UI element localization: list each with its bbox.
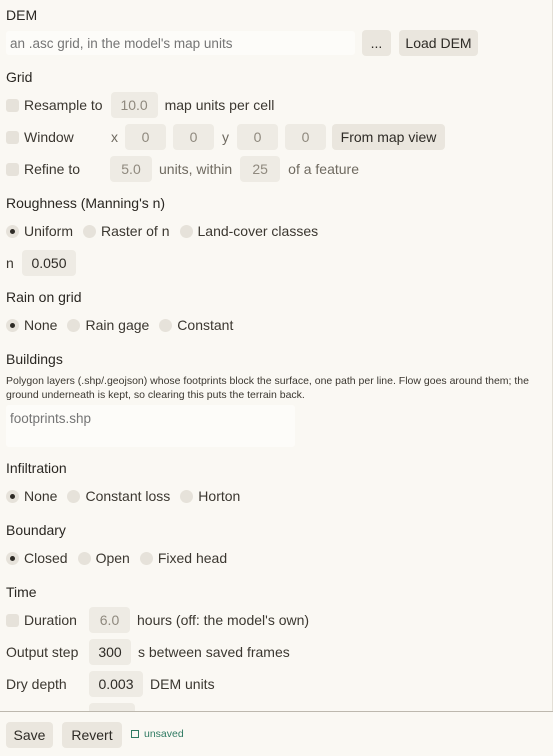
dry-depth-unit-label: DEM units xyxy=(150,676,215,692)
refine-row xyxy=(6,156,359,182)
manning-n-label: n xyxy=(6,255,14,271)
buildings-description: Polygon layers (.shp/.geojson) whose footprints block the surface, one path per line. Flow goes around them; the ground underneath is kept, so clearing this puts the terrain back. xyxy=(6,375,529,401)
duration-row xyxy=(6,607,309,633)
time-section-title: Time xyxy=(6,584,37,600)
resample-label: Resample to xyxy=(24,97,103,113)
window-label: Window xyxy=(24,129,74,145)
infiltration-constant-label[interactable]: Constant loss xyxy=(85,488,171,504)
infiltration-horton-radio[interactable] xyxy=(180,490,193,503)
settings-footer xyxy=(0,711,553,756)
dem-path-input[interactable] xyxy=(6,31,355,55)
resample-row xyxy=(6,92,274,118)
buildings-section-title: Buildings xyxy=(6,351,63,367)
refine-label: Refine to xyxy=(24,161,81,177)
rain-gage-label[interactable]: Rain gage xyxy=(85,317,150,333)
dem-row xyxy=(6,30,546,56)
window-y-label: y xyxy=(222,129,229,145)
roughness-uniform-label[interactable]: Uniform xyxy=(24,223,74,239)
boundary-open-label[interactable]: Open xyxy=(95,550,130,566)
roughness-section-title: Roughness (Manning's n) xyxy=(6,195,166,211)
boundary-options xyxy=(6,545,227,571)
unsaved-status-label: unsaved xyxy=(144,728,184,740)
refine-tail-label: of a feature xyxy=(288,161,359,177)
from-map-view-button[interactable]: From map view xyxy=(332,124,445,150)
rain-gage-radio[interactable] xyxy=(67,319,80,332)
unsaved-status xyxy=(131,728,184,740)
duration-checkbox[interactable] xyxy=(6,614,19,627)
infiltration-options xyxy=(6,483,240,509)
roughness-uniform-radio[interactable] xyxy=(6,225,19,238)
rain-section-title: Rain on grid xyxy=(6,289,82,305)
window-row xyxy=(6,124,445,150)
dry-depth-row xyxy=(6,671,215,697)
rain-constant-label[interactable]: Constant xyxy=(177,317,234,333)
rain-none-radio[interactable] xyxy=(6,319,19,332)
dry-depth-label: Dry depth xyxy=(6,676,67,692)
roughness-raster-label[interactable]: Raster of n xyxy=(101,223,170,239)
grid-section-title: Grid xyxy=(6,69,33,85)
boundary-open-radio[interactable] xyxy=(78,552,91,565)
infiltration-none-radio[interactable] xyxy=(6,490,19,503)
window-x-label: x xyxy=(111,129,118,145)
manning-n-input[interactable]: 0.050 xyxy=(22,250,76,276)
duration-unit-label: hours (off: the model's own) xyxy=(137,612,310,628)
rain-none-label[interactable]: None xyxy=(24,317,58,333)
buildings-paths-textarea[interactable] xyxy=(6,405,295,447)
unsaved-indicator-icon xyxy=(131,730,139,738)
boundary-fixed-head-radio[interactable] xyxy=(140,552,153,565)
save-button[interactable]: Save xyxy=(6,722,53,748)
duration-label: Duration xyxy=(24,612,77,628)
load-dem-button[interactable]: Load DEM xyxy=(399,30,478,56)
resample-input[interactable]: 10.0 xyxy=(111,92,158,118)
boundary-closed-label[interactable]: Closed xyxy=(24,550,68,566)
refine-checkbox[interactable] xyxy=(6,163,19,176)
window-x-max-input[interactable]: 0 xyxy=(173,124,214,150)
infiltration-constant-radio[interactable] xyxy=(67,490,80,503)
rain-constant-radio[interactable] xyxy=(159,319,172,332)
browse-dem-button[interactable]: ... xyxy=(362,30,391,56)
dry-depth-input[interactable]: 0.003 xyxy=(89,671,143,697)
boundary-fixed-head-label[interactable]: Fixed head xyxy=(157,550,228,566)
boundary-section-title: Boundary xyxy=(6,522,66,538)
dem-section-title: DEM xyxy=(6,7,38,23)
roughness-raster-radio[interactable] xyxy=(83,225,96,238)
refine-distance-input[interactable]: 25 xyxy=(240,156,280,182)
boundary-closed-radio[interactable] xyxy=(6,552,19,565)
resample-unit-label: map units per cell xyxy=(164,97,275,113)
window-checkbox[interactable] xyxy=(6,131,19,144)
manning-n-row xyxy=(6,250,76,276)
infiltration-none-label[interactable]: None xyxy=(24,488,58,504)
refine-mid-label: units, within xyxy=(159,161,233,177)
window-y-max-input[interactable]: 0 xyxy=(285,124,326,150)
infiltration-section-title: Infiltration xyxy=(6,460,67,476)
duration-input[interactable]: 6.0 xyxy=(89,607,130,633)
output-step-input[interactable]: 300 xyxy=(89,639,131,665)
partially-hidden-field xyxy=(89,703,135,711)
infiltration-horton-label[interactable]: Horton xyxy=(198,488,241,504)
refine-input[interactable]: 5.0 xyxy=(110,156,152,182)
output-step-unit-label: s between saved frames xyxy=(138,644,290,660)
roughness-options xyxy=(6,218,318,244)
rain-options xyxy=(6,312,233,338)
output-step-label: Output step xyxy=(6,644,79,660)
roughness-landcover-radio[interactable] xyxy=(180,225,193,238)
revert-button[interactable]: Revert xyxy=(62,722,122,748)
output-step-row xyxy=(6,639,290,665)
roughness-landcover-label[interactable]: Land-cover classes xyxy=(197,223,319,239)
window-x-min-input[interactable]: 0 xyxy=(125,124,166,150)
resample-checkbox[interactable] xyxy=(6,99,19,112)
window-y-min-input[interactable]: 0 xyxy=(237,124,278,150)
